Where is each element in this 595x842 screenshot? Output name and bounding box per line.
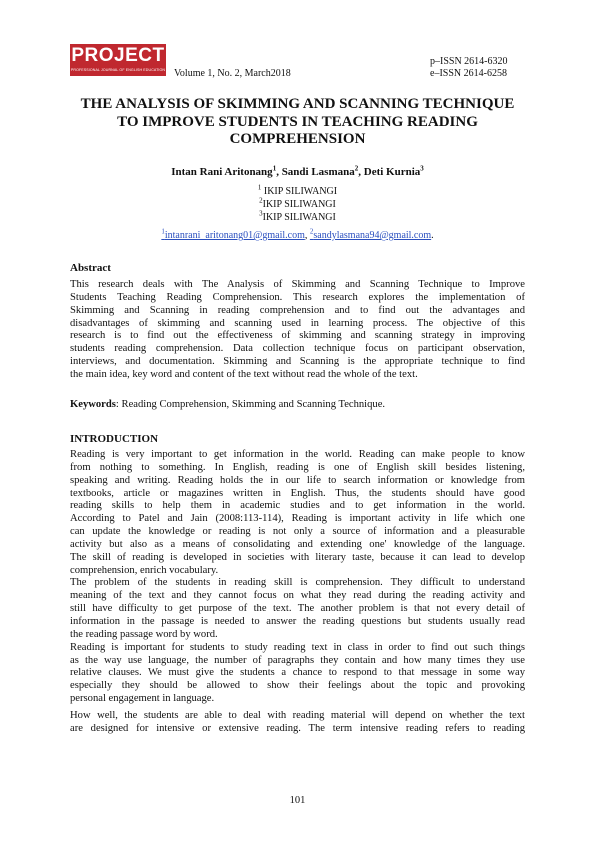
paragraph <box>70 449 525 577</box>
affiliation: $^1$ IKIP SILIWANGI <box>257 183 338 197</box>
email-link[interactable]: $^1$intanrani_aritonang01@gmail.com <box>161 227 305 241</box>
author: Intan Rani Aritonang$^1$, <box>171 164 282 178</box>
text-line: meaning of the text and they cannot focus on what they read during the reading activity and <box>70 590 525 602</box>
text-line: disadvantages of skimming and scanning used in learning process. The objective of this <box>70 317 525 329</box>
abstract-heading: Abstract <box>70 262 111 274</box>
text-line: reading skills to help them in academic studies and to get information in the world. <box>70 500 525 512</box>
text-line: interviews, and documentation. Skimming and Scanning is the appropriate technique to find <box>70 356 525 368</box>
text-line: the main idea, key word and content of the text without read the whole of the text. <box>70 368 418 380</box>
affiliation: $^2$IKIP SILIWANGI <box>259 196 336 210</box>
text-line: How well, the students are able to deal with reading material will depend on whether the text <box>70 709 525 721</box>
text-line: Students Teaching Reading Comprehension. This research explores the implementation of <box>70 291 525 303</box>
text-line: Reading is very important to get information in the world. Reading can make people to know <box>70 449 525 460</box>
text-line: According to Patel and Jain (2008:113-114), Reading is important activity in life which one <box>70 513 525 525</box>
logo-subtitle: PROFESSIONAL JOURNAL OF ENGLISH EDUCATION <box>70 68 166 72</box>
author: Sandi Lasmana$^2$, <box>281 164 364 178</box>
logo-text: PROJECT <box>71 45 165 66</box>
email-link[interactable]: $^2$sandylasmana94@gmail.com <box>309 227 432 241</box>
paragraph <box>70 577 525 641</box>
volume-info: Volume 1, No. 2, March2018 <box>174 68 291 79</box>
affiliation-list <box>70 185 525 224</box>
paper-title: THE ANALYSIS OF SKIMMING AND SCANNING TECHNIQUE TO IMPROVE STUDENTS IN TEACHING READING COMPREHENSION <box>80 96 515 147</box>
text-line: the reading passage word by word. <box>70 628 218 640</box>
author: Deti Kurnia$^3$ <box>363 164 424 178</box>
paragraph <box>70 710 525 736</box>
e-issn: e–ISSN 2614-6258 <box>430 68 507 79</box>
text-line: from nothing to something. In English, reading is one of English skill besides listening, <box>70 461 525 473</box>
abstract-body <box>70 279 525 382</box>
text-line: Reading is important for students to study reading text in class in order to find out such things <box>70 641 525 653</box>
text-line: textbooks, article or magazines written in English. Thus, the students should have good <box>70 487 525 499</box>
p-issn: p–ISSN 2614-6320 <box>430 56 508 67</box>
text-line: research is to find out the effectiveness of skimming and scanning strategy in improving <box>70 330 525 342</box>
introduction-heading: INTRODUCTION <box>70 433 159 445</box>
paragraph <box>70 642 525 706</box>
keywords-label: Keywords <box>70 399 116 410</box>
text-line: are designed for intensive or extensive reading. The term intensive reading refers to reading <box>70 722 525 734</box>
affiliation: $^3$IKIP SILIWANGI <box>259 209 336 223</box>
text-line: speaking and writing. Reading holds the in our life to search information or knowledge from <box>70 474 525 486</box>
text-line: This research deals with The Analysis of Skimming and Scanning Technique to Improve <box>70 279 525 290</box>
keywords <box>70 398 385 411</box>
text-line: activity but also as a means of consolidating and extending one' knowledge of the language. <box>70 538 525 550</box>
text-line: The skill of reading is developed in societies with literary taste, because it can lead to develop <box>70 551 525 563</box>
page-number: 101 <box>289 795 306 806</box>
text-line: The problem of the students in reading skill is comprehension. They difficult to understand <box>70 577 525 589</box>
text-line: information in the passage is needed to answer the reading questions but students usually read <box>70 615 525 627</box>
text-line: especially they should be allowed to show their feelings about the topic and provoking <box>70 680 525 692</box>
text-line: can update the knowledge or reading is not only a source of information and a pleasurable <box>70 526 525 538</box>
text-line: personal engagement in language. <box>70 693 215 705</box>
journal-logo <box>70 44 166 76</box>
keywords-text: : Reading Comprehension, Skimming and Scanning Technique. <box>115 399 386 410</box>
text-line: as the way use language, the number of paragraphs they contain and how many times they use <box>70 654 525 666</box>
text-line: students reading comprehension. Data collection technique focus on participant observation, <box>70 343 525 355</box>
text-line: still have difficulty to get purpose of the text. The another problem is that not every detail of <box>70 603 525 615</box>
author-list <box>70 166 525 179</box>
text-line: relative clauses. We must give the students a chance to respond to that message in some way <box>70 667 525 679</box>
email-list: $^1$intanrani_aritonang01@gmail.com, $^2$sandylasmana94@gmail.com. <box>161 227 434 241</box>
introduction-body <box>70 449 525 736</box>
issn-block <box>430 56 508 80</box>
text-line: comprehension, enrich vocabulary. <box>70 564 219 576</box>
text-line: Skimming and Scanning in reading comprehension and to find out the advantages and <box>70 304 525 316</box>
